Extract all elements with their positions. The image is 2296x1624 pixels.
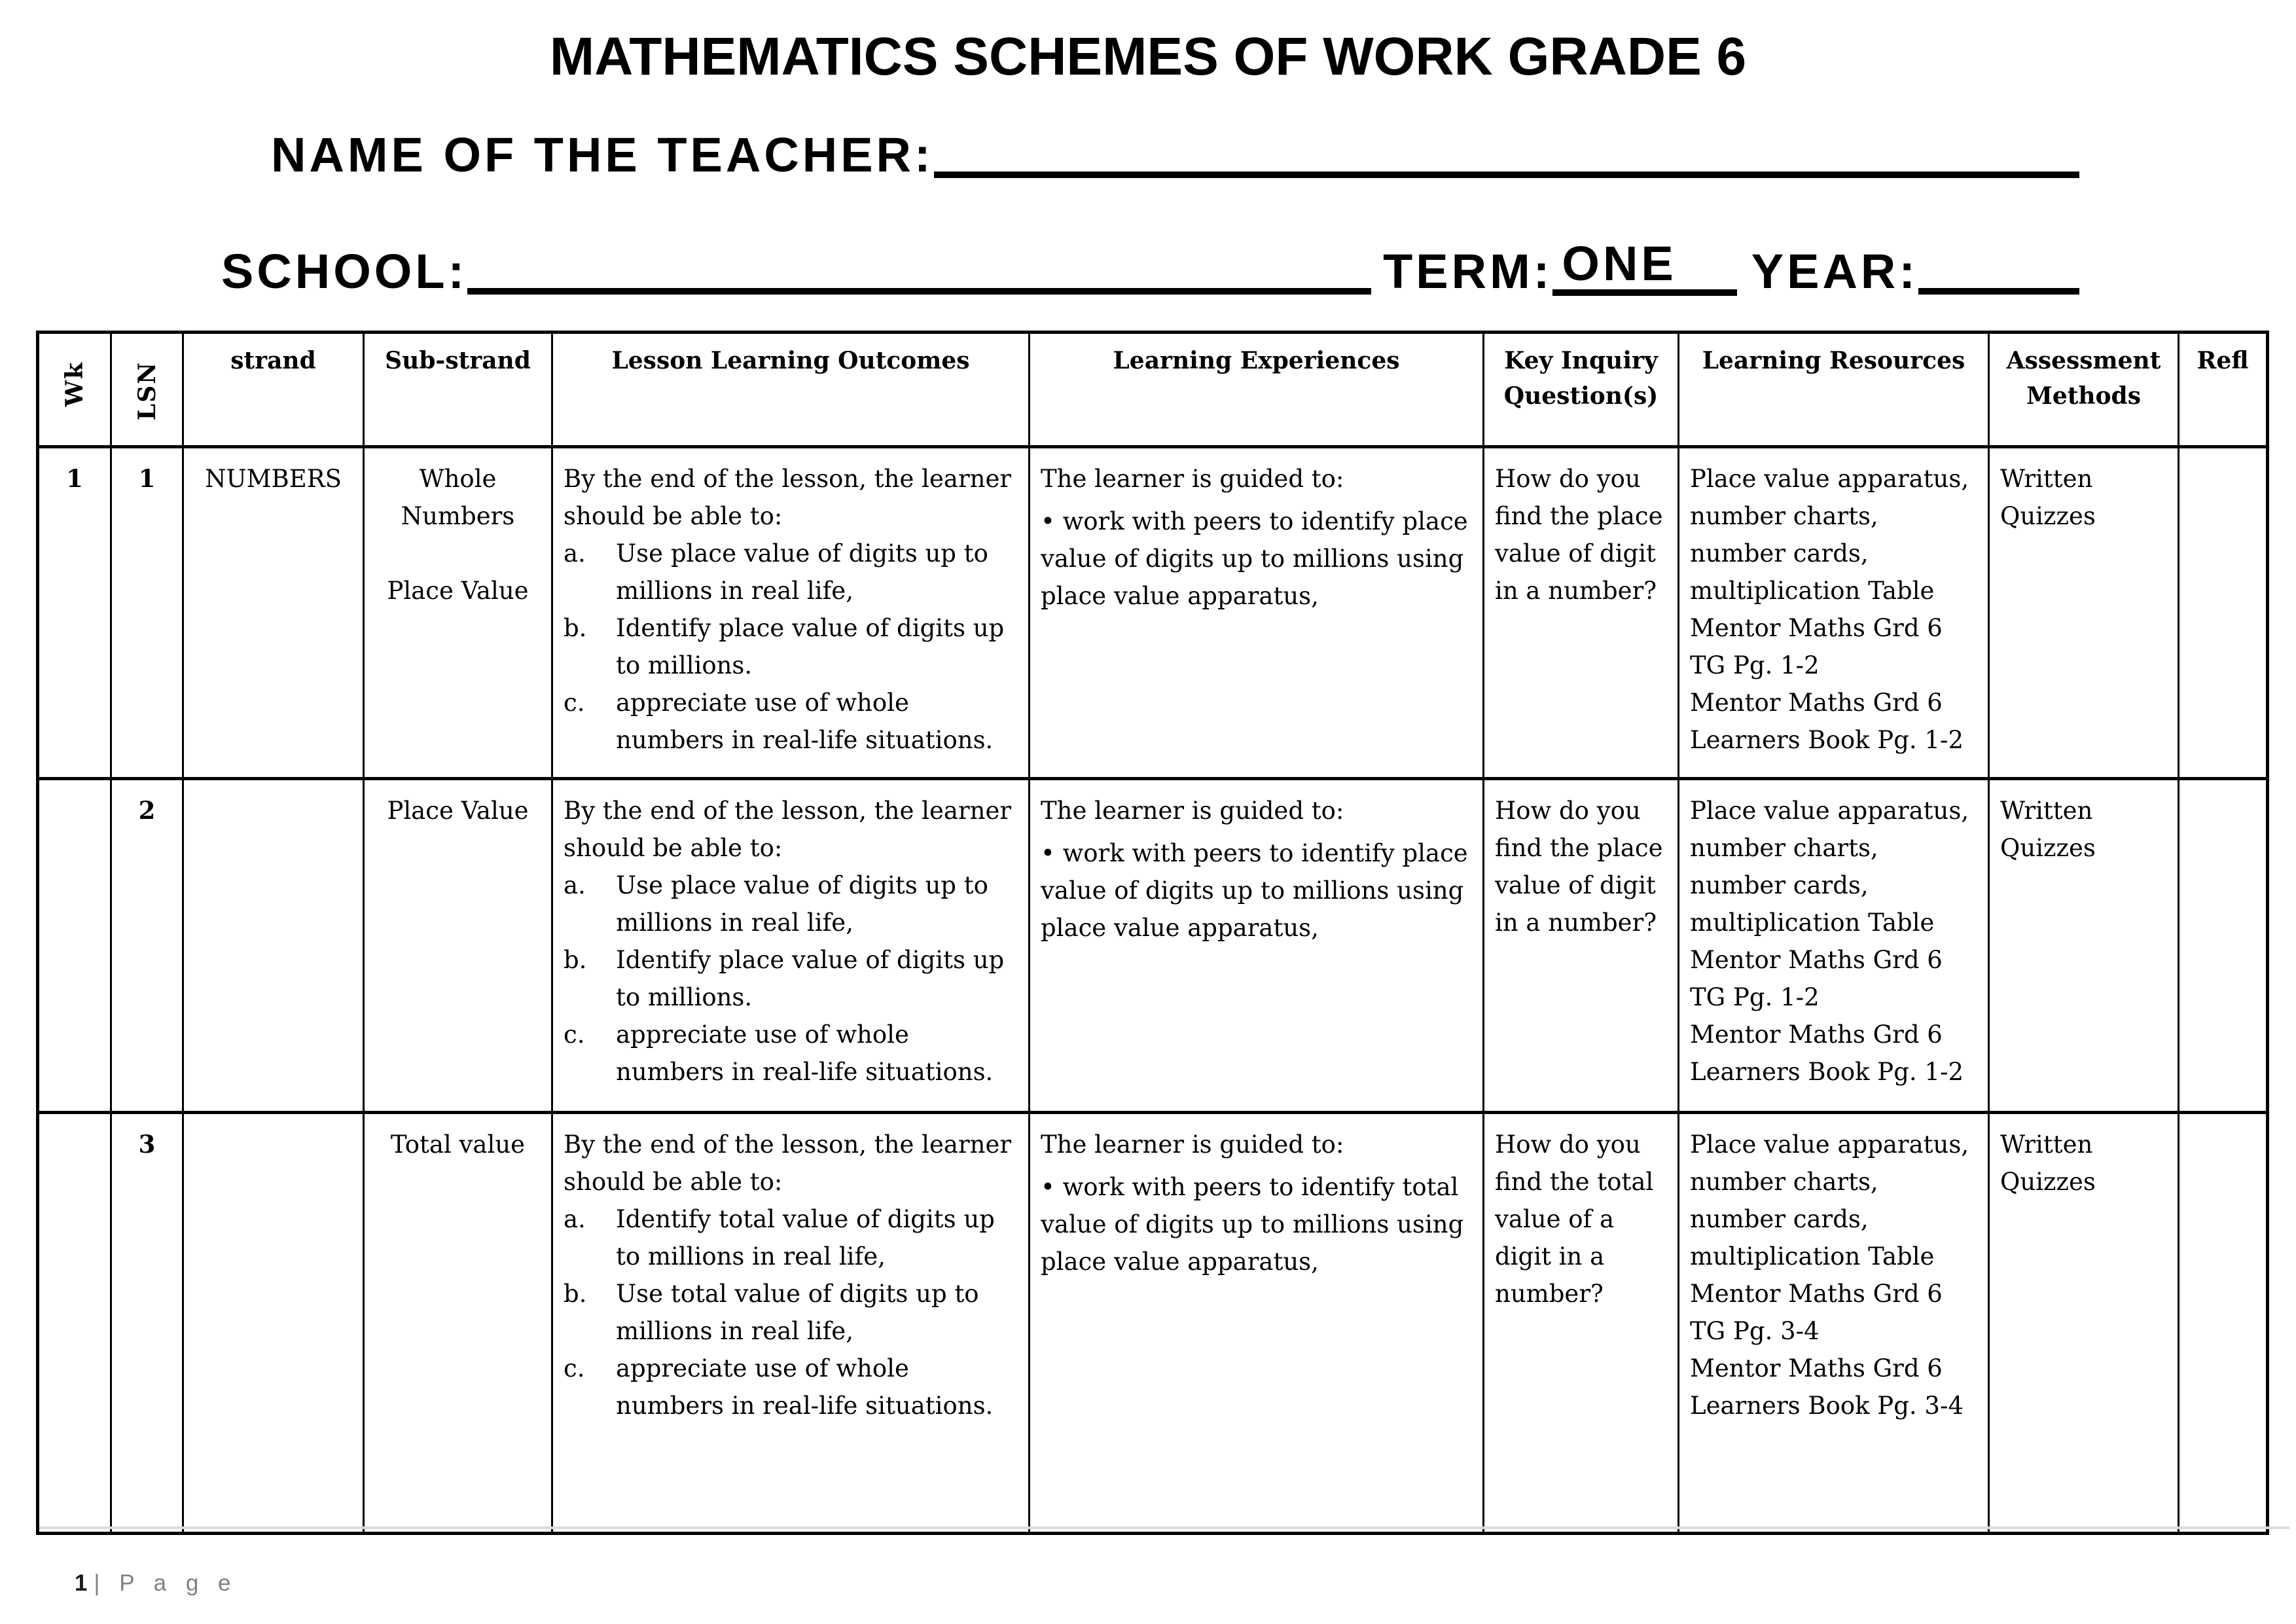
outcomes-cell (552, 779, 1030, 1113)
outcome-label: a. (564, 871, 586, 899)
experiences-cell (1030, 447, 1484, 779)
teacher-blank-line (934, 171, 2079, 178)
key-inquiry-header-line2: Question(s) (1503, 382, 1659, 410)
outcome-text: appreciate use of whole numbers in real-life situations. (616, 1354, 994, 1420)
outcome-item (564, 609, 1018, 684)
refl-cell (2179, 1113, 2268, 1534)
outcome-item (564, 684, 1018, 759)
page-label: | P a g e (94, 1570, 238, 1596)
assessment-cell: Written Quizzes (1989, 447, 2179, 779)
outcome-label: b. (564, 614, 587, 642)
teacher-label: NAME OF THE TEACHER: (271, 128, 934, 182)
footer-divider (39, 1526, 2289, 1529)
sub-strand-text: Total value (390, 1130, 526, 1159)
sub-strand-text: Place Value (387, 797, 529, 825)
experiences-bullet: • work with peers to identify total value of digits up to millions using place value apparatus, (1041, 1173, 1464, 1276)
teacher-field-row (271, 128, 2079, 182)
resource-item: Place value apparatus, number charts, number cards, multiplication Table (1690, 797, 1969, 937)
resources-cell (1679, 447, 1989, 779)
resource-item: Mentor Maths Grd 6 Learners Book Pg. 1-2 (1690, 1020, 1964, 1086)
outcomes-cell (552, 1113, 1030, 1534)
col-header-resources: Learning Resources (1679, 333, 1989, 447)
outcome-text: appreciate use of whole numbers in real-life situations. (616, 689, 994, 754)
resources-cell (1679, 779, 1989, 1113)
wk-cell (38, 1113, 111, 1534)
col-header-assessment (1989, 333, 2179, 447)
outcome-text: Identify place value of digits up to millions. (616, 614, 1005, 679)
outcome-text: Identify place value of digits up to millions. (616, 946, 1005, 1011)
lsn-cell: 2 (111, 779, 183, 1113)
key-inquiry-header-line1: Key Inquiry (1504, 347, 1658, 374)
experiences-intro: The learner is guided to: (1041, 465, 1344, 493)
outcomes-intro: By the end of the lesson, the learner should be able to: (564, 797, 1012, 862)
page-footer (49, 1542, 237, 1624)
outcomes-cell (552, 447, 1030, 779)
term-label: TERM: (1383, 244, 1553, 298)
strand-cell (183, 779, 364, 1113)
sub-strand-text: Whole Numbers (401, 465, 515, 530)
outcome-text: appreciate use of whole numbers in real-life situations. (616, 1020, 994, 1086)
col-header-experiences: Learning Experiences (1030, 333, 1484, 447)
page-title: MATHEMATICS SCHEMES OF WORK GRADE 6 (549, 27, 1747, 86)
outcome-item (564, 1016, 1018, 1091)
resource-item: Place value apparatus, number charts, number cards, multiplication Table (1690, 465, 1969, 605)
lsn-cell: 1 (111, 447, 183, 779)
outcome-label: a. (564, 539, 586, 568)
resource-item: Mentor Maths Grd 6 TG Pg. 3-4 (1690, 1280, 1943, 1345)
term-value: ONE (1552, 240, 1736, 296)
sub-strand-cell (364, 1113, 552, 1534)
resource-item: Mentor Maths Grd 6 Learners Book Pg. 3-4 (1690, 1354, 1964, 1420)
resource-item: Mentor Maths Grd 6 TG Pg. 1-2 (1690, 614, 1943, 679)
lsn-header-label: LSN (133, 361, 161, 421)
outcome-item (564, 1275, 1018, 1350)
outcome-label: c. (564, 1020, 585, 1049)
resources-cell (1679, 1113, 1989, 1534)
school-blank-line (467, 288, 1371, 295)
col-header-outcomes: Lesson Learning Outcomes (552, 333, 1030, 447)
outcome-text: Use place value of digits up to millions in real life, (616, 539, 988, 605)
outcome-label: c. (564, 1354, 585, 1382)
experiences-bullet: • work with peers to identify place value of digits up to millions using place value apparatus, (1041, 507, 1468, 610)
outcome-label: b. (564, 946, 587, 974)
outcome-text: Use place value of digits up to millions in real life, (616, 871, 988, 937)
table-row (38, 1113, 2268, 1534)
resource-item: Mentor Maths Grd 6 Learners Book Pg. 1-2 (1690, 689, 1964, 754)
col-header-wk (38, 333, 111, 447)
outcome-item (564, 1200, 1018, 1275)
outcome-item (564, 535, 1018, 609)
outcome-item (564, 1350, 1018, 1424)
key-inquiry-cell: How do you find the total value of a digit in a number? (1484, 1113, 1679, 1534)
experiences-intro: The learner is guided to: (1041, 1130, 1344, 1159)
year-blank-line (1918, 288, 2079, 295)
refl-cell (2179, 447, 2268, 779)
table-row (38, 447, 2268, 779)
wk-cell: 1 (38, 447, 111, 779)
outcome-label: b. (564, 1280, 587, 1308)
school-label: SCHOOL: (221, 244, 468, 298)
refl-cell (2179, 779, 2268, 1113)
outcomes-intro: By the end of the lesson, the learner should be able to: (564, 1130, 1012, 1196)
table-header-row (38, 333, 2268, 447)
key-inquiry-cell: How do you find the place value of digit in a number? (1484, 779, 1679, 1113)
sub-strand-text-2: Place Value (387, 577, 529, 605)
outcome-label: a. (564, 1205, 586, 1233)
assessment-header-line2: Methods (2026, 382, 2141, 410)
wk-cell (38, 779, 111, 1113)
year-label: YEAR: (1751, 244, 1918, 298)
col-header-refl: Refl (2179, 333, 2268, 447)
key-inquiry-cell: How do you find the place value of digit in a number? (1484, 447, 1679, 779)
strand-cell (183, 1113, 364, 1534)
assessment-cell: Written Quizzes (1989, 779, 2179, 1113)
wk-header-label: Wk (61, 361, 88, 407)
experiences-bullet: • work with peers to identify place value of digits up to millions using place value apparatus, (1041, 839, 1468, 942)
scheme-of-work-table (36, 331, 2269, 1535)
assessment-header-line1: Assessment (2006, 347, 2161, 374)
resource-item: Mentor Maths Grd 6 TG Pg. 1-2 (1690, 946, 1943, 1011)
col-header-sub-strand: Sub-strand (364, 333, 552, 447)
col-header-lsn (111, 333, 183, 447)
outcome-item (564, 941, 1018, 1016)
outcome-item (564, 867, 1018, 941)
experiences-intro: The learner is guided to: (1041, 797, 1344, 825)
experiences-cell (1030, 779, 1484, 1113)
resource-item: Place value apparatus, number charts, number cards, multiplication Table (1690, 1130, 1969, 1271)
col-header-strand: strand (183, 333, 364, 447)
col-header-key-inquiry (1484, 333, 1679, 447)
page-number: 1 (74, 1570, 88, 1596)
outcome-text: Use total value of digits up to millions in real life, (616, 1280, 979, 1345)
sub-strand-cell (364, 779, 552, 1113)
outcome-text: Identify total value of digits up to millions in real life, (616, 1205, 995, 1271)
outcome-label: c. (564, 689, 585, 717)
outcomes-intro: By the end of the lesson, the learner should be able to: (564, 465, 1012, 530)
sub-strand-cell (364, 447, 552, 779)
school-field-row (221, 236, 2079, 298)
experiences-cell (1030, 1113, 1484, 1534)
assessment-cell: Written Quizzes (1989, 1113, 2179, 1534)
table-row (38, 779, 2268, 1113)
strand-cell: NUMBERS (183, 447, 364, 779)
lsn-cell: 3 (111, 1113, 183, 1534)
